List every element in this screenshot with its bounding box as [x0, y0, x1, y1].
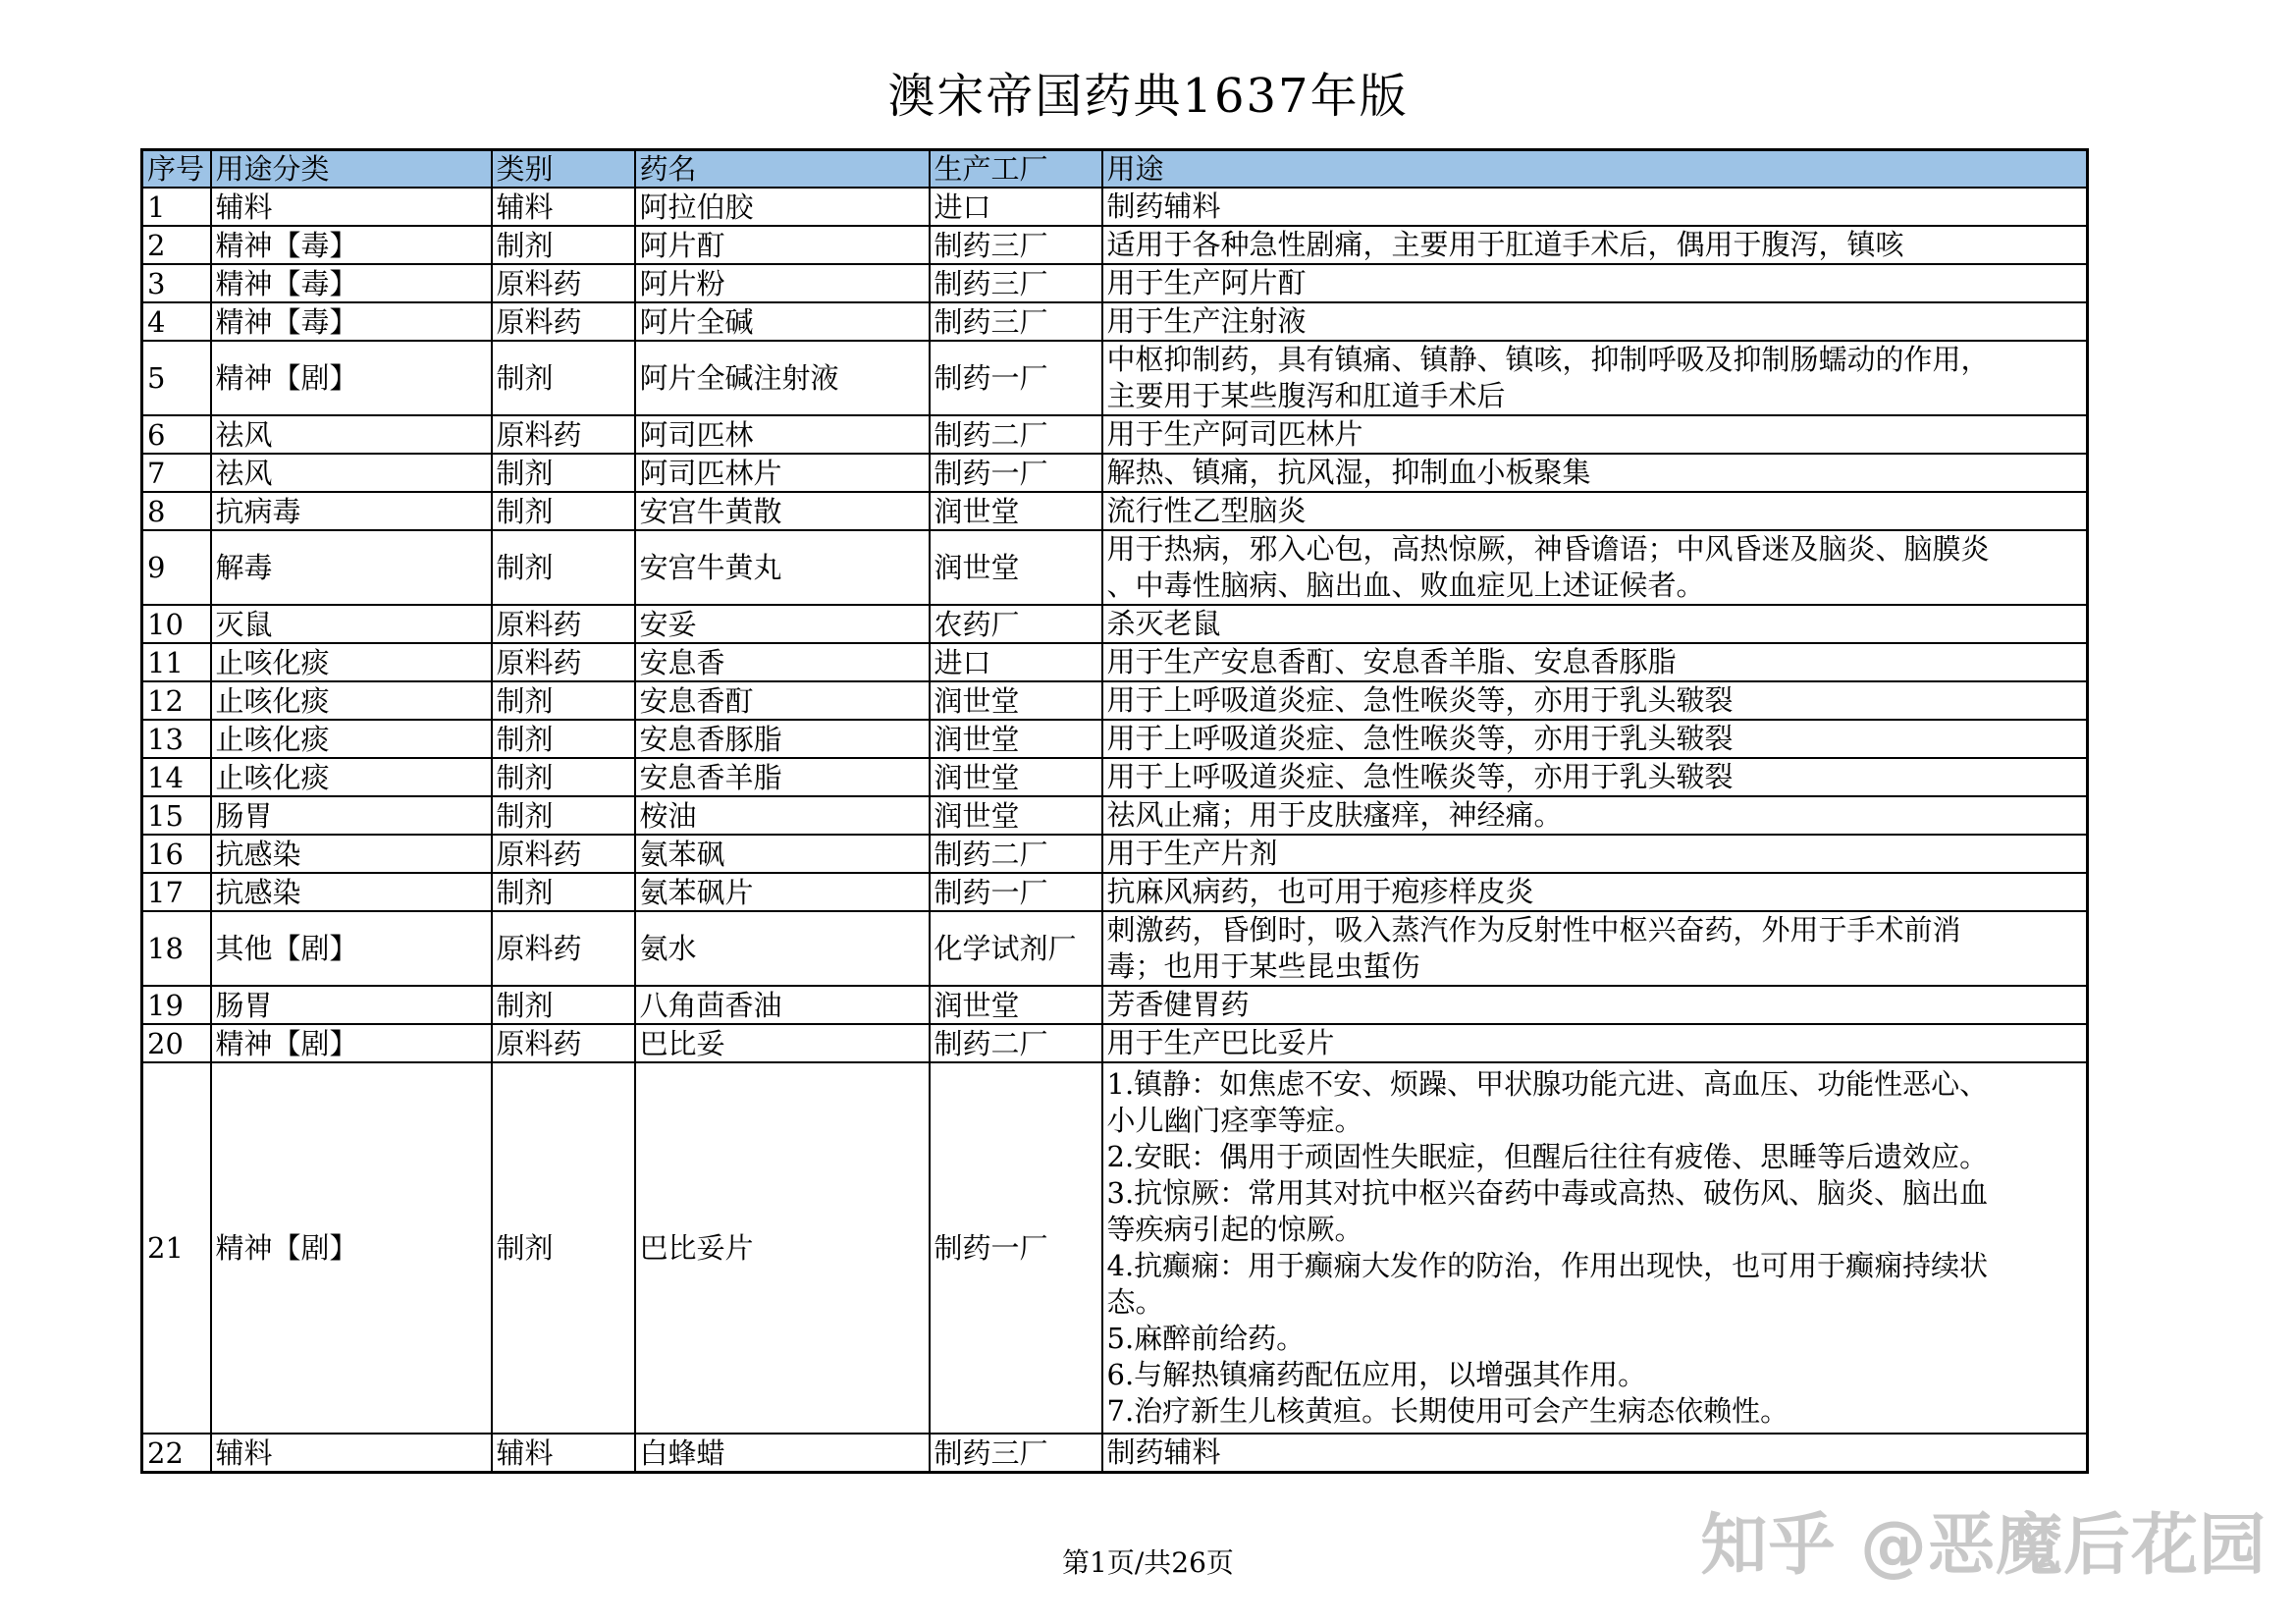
cell-use: 抗麻风病药，也可用于疱疹样皮炎: [1102, 873, 2088, 911]
cell-drug-name: 阿片全碱注射液: [635, 341, 930, 415]
cell-factory: 润世堂: [930, 720, 1102, 758]
cell-drug-name: 安宫牛黄散: [635, 492, 930, 530]
cell-factory: 润世堂: [930, 758, 1102, 796]
cell-drug-name: 安息香酊: [635, 681, 930, 720]
header-type: 类别: [492, 150, 635, 189]
document-title: 澳宋帝国药典1637年版: [887, 69, 1409, 124]
table-header-row: [142, 150, 2088, 189]
cell-use: 用于生产注射液: [1102, 302, 2088, 341]
cell-factory: 进口: [930, 188, 1102, 226]
table-row: [142, 758, 2088, 796]
cell-purpose-category: 精神【剧】: [211, 341, 492, 415]
cell-purpose-category: 抗感染: [211, 873, 492, 911]
cell-drug-name: 安宫牛黄丸: [635, 530, 930, 605]
cell-type: 原料药: [492, 264, 635, 302]
cell-type: 制剂: [492, 873, 635, 911]
table-row: [142, 1024, 2088, 1062]
cell-type: 制剂: [492, 341, 635, 415]
cell-factory: 制药一厂: [930, 873, 1102, 911]
cell-drug-name: 阿片粉: [635, 264, 930, 302]
cell-no: 2: [142, 226, 211, 264]
header-use: 用途: [1102, 150, 2088, 189]
cell-purpose-category: 精神【剧】: [211, 1024, 492, 1062]
cell-factory: 润世堂: [930, 986, 1102, 1024]
cell-no: 1: [142, 188, 211, 226]
cell-type: 辅料: [492, 188, 635, 226]
cell-no: 14: [142, 758, 211, 796]
cell-no: 7: [142, 454, 211, 492]
cell-use: 适用于各种急性剧痛，主要用于肛道手术后，偶用于腹泻，镇咳: [1102, 226, 2088, 264]
cell-use: 用于上呼吸道炎症、急性喉炎等，亦用于乳头皲裂: [1102, 758, 2088, 796]
cell-type: 制剂: [492, 454, 635, 492]
header-factory: 生产工厂: [930, 150, 1102, 189]
cell-factory: 制药三厂: [930, 264, 1102, 302]
cell-use: 用于上呼吸道炎症、急性喉炎等，亦用于乳头皲裂: [1102, 720, 2088, 758]
cell-drug-name: 巴比妥片: [635, 1062, 930, 1434]
table-row: [142, 720, 2088, 758]
cell-type: 制剂: [492, 720, 635, 758]
cell-use: 杀灭老鼠: [1102, 605, 2088, 643]
cell-use: 制药辅料: [1102, 1434, 2088, 1473]
cell-factory: 制药三厂: [930, 226, 1102, 264]
cell-no: 17: [142, 873, 211, 911]
cell-factory: 制药三厂: [930, 1434, 1102, 1473]
cell-type: 制剂: [492, 986, 635, 1024]
cell-type: 原料药: [492, 605, 635, 643]
cell-drug-name: 氨苯砜片: [635, 873, 930, 911]
cell-use: 用于生产安息香酊、安息香羊脂、安息香豚脂: [1102, 643, 2088, 681]
cell-use: 中枢抑制药，具有镇痛、镇静、镇咳，抑制呼吸及抑制肠蠕动的作用， 主要用于某些腹泻和肛道手术后: [1102, 341, 2088, 415]
cell-no: 20: [142, 1024, 211, 1062]
cell-no: 18: [142, 911, 211, 986]
cell-type: 原料药: [492, 415, 635, 454]
cell-factory: 制药三厂: [930, 302, 1102, 341]
cell-factory: 润世堂: [930, 681, 1102, 720]
cell-drug-name: 阿片酊: [635, 226, 930, 264]
table-row: [142, 873, 2088, 911]
cell-drug-name: 巴比妥: [635, 1024, 930, 1062]
table-row: [142, 188, 2088, 226]
cell-drug-name: 阿司匹林: [635, 415, 930, 454]
cell-factory: 制药二厂: [930, 415, 1102, 454]
cell-type: 制剂: [492, 492, 635, 530]
cell-no: 12: [142, 681, 211, 720]
cell-no: 13: [142, 720, 211, 758]
cell-purpose-category: 肠胃: [211, 986, 492, 1024]
cell-purpose-category: 抗病毒: [211, 492, 492, 530]
cell-no: 11: [142, 643, 211, 681]
header-purpose-category: 用途分类: [211, 150, 492, 189]
cell-use: 刺激药，昏倒时，吸入蒸汽作为反射性中枢兴奋药，外用于手术前消 毒；也用于某些昆虫蜇伤: [1102, 911, 2088, 986]
cell-type: 制剂: [492, 681, 635, 720]
cell-purpose-category: 精神【剧】: [211, 1062, 492, 1434]
cell-use: 用于上呼吸道炎症、急性喉炎等，亦用于乳头皲裂: [1102, 681, 2088, 720]
table-row: [142, 681, 2088, 720]
cell-purpose-category: 精神【毒】: [211, 302, 492, 341]
cell-purpose-category: 止咳化痰: [211, 681, 492, 720]
cell-type: 原料药: [492, 1024, 635, 1062]
cell-factory: 制药一厂: [930, 454, 1102, 492]
cell-no: 19: [142, 986, 211, 1024]
cell-type: 原料药: [492, 643, 635, 681]
cell-factory: 农药厂: [930, 605, 1102, 643]
cell-factory: 润世堂: [930, 530, 1102, 605]
cell-no: 16: [142, 835, 211, 873]
cell-type: 制剂: [492, 226, 635, 264]
cell-use: 用于生产巴比妥片: [1102, 1024, 2088, 1062]
cell-drug-name: 阿司匹林片: [635, 454, 930, 492]
table-row: [142, 643, 2088, 681]
cell-purpose-category: 精神【毒】: [211, 264, 492, 302]
cell-use: 制药辅料: [1102, 188, 2088, 226]
cell-purpose-category: 抗感染: [211, 835, 492, 873]
cell-purpose-category: 祛风: [211, 415, 492, 454]
cell-purpose-category: 其他【剧】: [211, 911, 492, 986]
cell-no: 8: [142, 492, 211, 530]
cell-drug-name: 氨苯砜: [635, 835, 930, 873]
cell-factory: 进口: [930, 643, 1102, 681]
cell-purpose-category: 解毒: [211, 530, 492, 605]
cell-use: 流行性乙型脑炎: [1102, 492, 2088, 530]
cell-use: 用于热病，邪入心包，高热惊厥，神昏谵语；中风昏迷及脑炎、脑膜炎 、中毒性脑病、脑出血、败血症见上述证候者。: [1102, 530, 2088, 605]
cell-factory: 化学试剂厂: [930, 911, 1102, 986]
cell-use: 解热、镇痛，抗风湿，抑制血小板聚集: [1102, 454, 2088, 492]
table-row: [142, 835, 2088, 873]
cell-factory: 制药一厂: [930, 341, 1102, 415]
cell-factory: 制药二厂: [930, 1024, 1102, 1062]
table-row: [142, 986, 2088, 1024]
cell-drug-name: 桉油: [635, 796, 930, 835]
table-row: [142, 492, 2088, 530]
table-row: [142, 226, 2088, 264]
cell-no: 10: [142, 605, 211, 643]
cell-type: 辅料: [492, 1434, 635, 1473]
cell-purpose-category: 止咳化痰: [211, 643, 492, 681]
cell-drug-name: 阿片全碱: [635, 302, 930, 341]
cell-use: 用于生产阿片酊: [1102, 264, 2088, 302]
cell-no: 9: [142, 530, 211, 605]
cell-factory: 润世堂: [930, 796, 1102, 835]
cell-drug-name: 安息香羊脂: [635, 758, 930, 796]
table-row: [142, 530, 2088, 605]
header-no: 序号: [142, 150, 211, 189]
cell-type: 原料药: [492, 835, 635, 873]
cell-no: 5: [142, 341, 211, 415]
table-row: [142, 302, 2088, 341]
cell-purpose-category: 精神【毒】: [211, 226, 492, 264]
cell-type: 制剂: [492, 796, 635, 835]
cell-drug-name: 氨水: [635, 911, 930, 986]
cell-no: 21: [142, 1062, 211, 1434]
cell-purpose-category: 祛风: [211, 454, 492, 492]
header-drug-name: 药名: [635, 150, 930, 189]
cell-drug-name: 八角茴香油: [635, 986, 930, 1024]
cell-type: 制剂: [492, 530, 635, 605]
cell-purpose-category: 灭鼠: [211, 605, 492, 643]
cell-purpose-category: 辅料: [211, 188, 492, 226]
cell-purpose-category: 止咳化痰: [211, 758, 492, 796]
cell-purpose-category: 止咳化痰: [211, 720, 492, 758]
cell-purpose-category: 肠胃: [211, 796, 492, 835]
cell-type: 原料药: [492, 911, 635, 986]
table-row: [142, 1434, 2088, 1473]
cell-no: 6: [142, 415, 211, 454]
table-row: [142, 1062, 2088, 1434]
cell-purpose-category: 辅料: [211, 1434, 492, 1473]
table-row: [142, 264, 2088, 302]
cell-factory: 制药二厂: [930, 835, 1102, 873]
cell-use: 1.镇静：如焦虑不安、烦躁、甲状腺功能亢进、高血压、功能性恶心、 小儿幽门痉挛等症。 2.安眠：偶用于顽固性失眠症，但醒后往往有疲倦、思睡等后遗效应。 3.抗惊厥：常用其对抗中枢兴奋药中毒或高热、破伤风、脑炎、脑出血 等疾病引起的惊厥。 4.抗癫痫：用于癫痫大发作的防治，作用出现快，也可用于癫痫持续状 态。 5.麻醉前给药。 6.与解热镇痛药配伍应用，以增强其作用。 7.治疗新生儿核黄疸。长期使用可会产生病态依赖性。: [1102, 1062, 2088, 1434]
table-row: [142, 911, 2088, 986]
cell-use: 用于生产片剂: [1102, 835, 2088, 873]
cell-drug-name: 白蜂蜡: [635, 1434, 930, 1473]
cell-use: 祛风止痛；用于皮肤瘙痒，神经痛。: [1102, 796, 2088, 835]
cell-drug-name: 安息香豚脂: [635, 720, 930, 758]
cell-no: 15: [142, 796, 211, 835]
table-row: [142, 796, 2088, 835]
cell-use: 用于生产阿司匹林片: [1102, 415, 2088, 454]
cell-drug-name: 阿拉伯胶: [635, 188, 930, 226]
table-row: [142, 454, 2088, 492]
table-row: [142, 415, 2088, 454]
cell-drug-name: 安妥: [635, 605, 930, 643]
page-number: 第1页/共26页: [1062, 1546, 1234, 1579]
cell-factory: 制药一厂: [930, 1062, 1102, 1434]
pharmacopoeia-table: [140, 148, 2089, 1474]
cell-use: 芳香健胃药: [1102, 986, 2088, 1024]
cell-type: 原料药: [492, 302, 635, 341]
table-row: [142, 341, 2088, 415]
cell-no: 22: [142, 1434, 211, 1473]
cell-factory: 润世堂: [930, 492, 1102, 530]
cell-type: 制剂: [492, 1062, 635, 1434]
cell-drug-name: 安息香: [635, 643, 930, 681]
watermark: 知乎 @恶魔后花园: [1700, 1507, 2267, 1585]
cell-no: 3: [142, 264, 211, 302]
cell-type: 制剂: [492, 758, 635, 796]
cell-no: 4: [142, 302, 211, 341]
table-row: [142, 605, 2088, 643]
